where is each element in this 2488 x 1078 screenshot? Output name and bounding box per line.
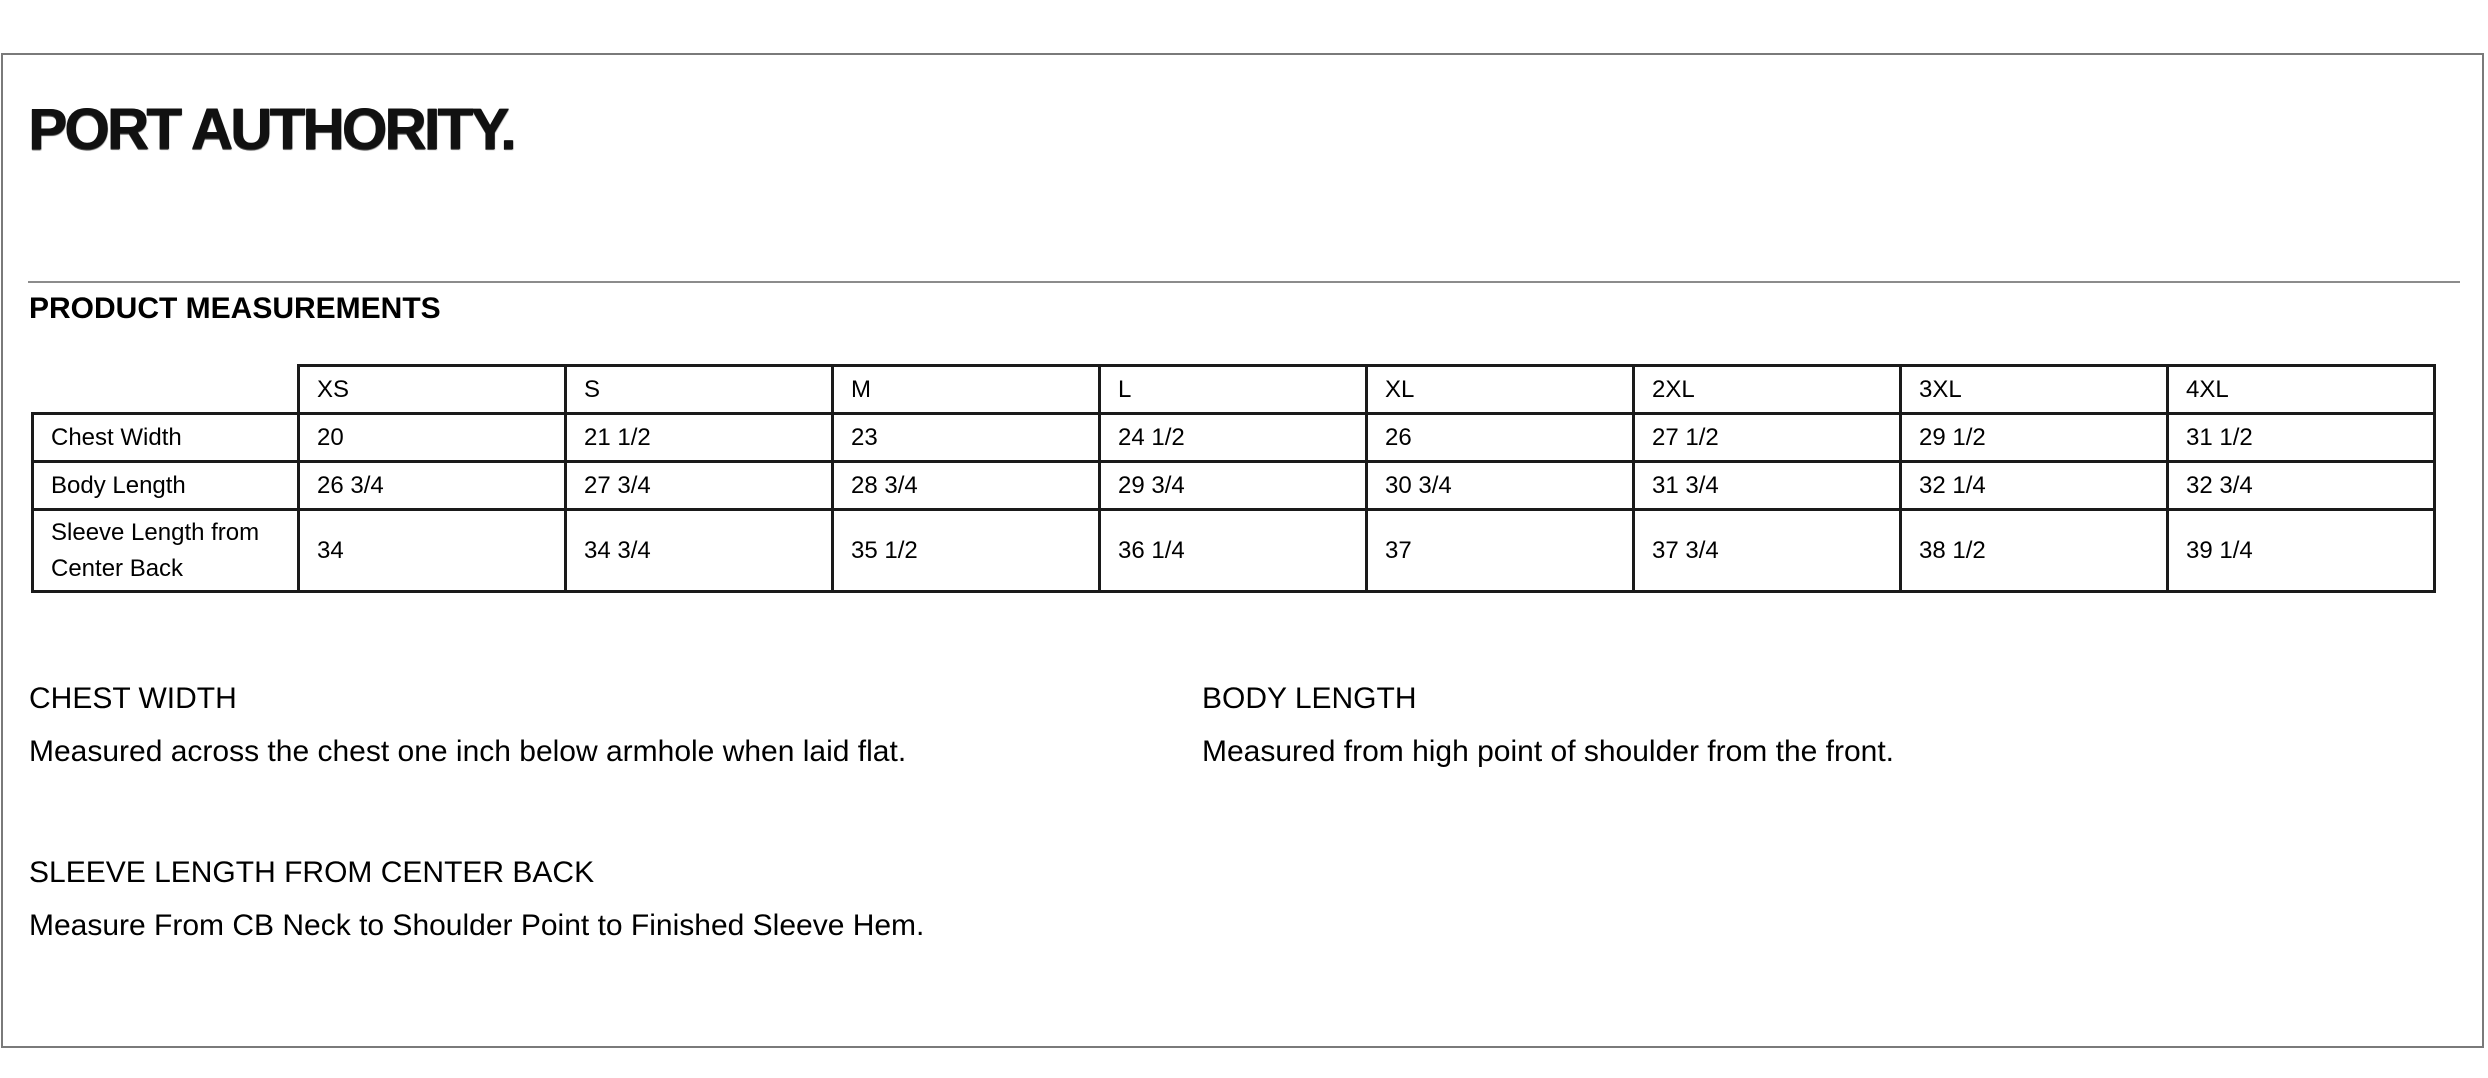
table-cell: 21 1/2: [566, 414, 833, 462]
row-label-line: Center Back: [51, 554, 184, 582]
table-cell: 32 3/4: [2168, 462, 2435, 510]
table-cell: 20: [299, 414, 566, 462]
table-cell: 31 1/2: [2168, 414, 2435, 462]
size-header: XS: [299, 366, 566, 414]
table-row: [33, 462, 2435, 510]
header-blank-cell: [33, 366, 299, 414]
row-label-line: Sleeve Length from: [51, 518, 260, 546]
chest-width-title: CHEST WIDTH: [29, 682, 237, 715]
table-header-row: [33, 366, 2435, 414]
table-cell: 37 3/4: [1634, 510, 1901, 592]
size-header: S: [566, 366, 833, 414]
size-header: XL: [1367, 366, 1634, 414]
table-cell: 32 1/4: [1901, 462, 2168, 510]
table-cell: 24 1/2: [1100, 414, 1367, 462]
size-header: 4XL: [2168, 366, 2435, 414]
size-chart-table: [31, 364, 2436, 593]
table-cell: 23: [833, 414, 1100, 462]
table-cell: 38 1/2: [1901, 510, 2168, 592]
table-cell: 31 3/4: [1634, 462, 1901, 510]
table-cell: 29 3/4: [1100, 462, 1367, 510]
table-cell: 26 3/4: [299, 462, 566, 510]
table-cell: 26: [1367, 414, 1634, 462]
table-cell: 34 3/4: [566, 510, 833, 592]
table-cell: 35 1/2: [833, 510, 1100, 592]
size-header: L: [1100, 366, 1367, 414]
table-cell: 30 3/4: [1367, 462, 1634, 510]
chest-width-description: Measured across the chest one inch below armhole when laid flat.: [29, 735, 907, 768]
sleeve-length-title: SLEEVE LENGTH FROM CENTER BACK: [29, 856, 595, 889]
table-row: [33, 414, 2435, 462]
size-header: 2XL: [1634, 366, 1901, 414]
table-cell: 34: [299, 510, 566, 592]
row-label: Body Length: [33, 462, 299, 510]
row-label: Chest Width: [33, 414, 299, 462]
table-cell: 39 1/4: [2168, 510, 2435, 592]
brand-logo: PORT AUTHORITY.: [28, 97, 514, 162]
body-length-description: Measured from high point of shoulder from the front.: [1202, 735, 1895, 768]
table-cell: 28 3/4: [833, 462, 1100, 510]
size-header: M: [833, 366, 1100, 414]
table-cell: 37: [1367, 510, 1634, 592]
section-title: PRODUCT MEASUREMENTS: [29, 292, 441, 325]
sleeve-length-description: Measure From CB Neck to Shoulder Point to Finished Sleeve Hem.: [29, 909, 925, 942]
divider: [28, 281, 2460, 283]
size-header: 3XL: [1901, 366, 2168, 414]
table-row: [33, 510, 2435, 592]
table-cell: 29 1/2: [1901, 414, 2168, 462]
row-label: [33, 510, 299, 592]
body-length-title: BODY LENGTH: [1202, 682, 1417, 715]
table-cell: 27 1/2: [1634, 414, 1901, 462]
table-cell: 27 3/4: [566, 462, 833, 510]
table-cell: 36 1/4: [1100, 510, 1367, 592]
